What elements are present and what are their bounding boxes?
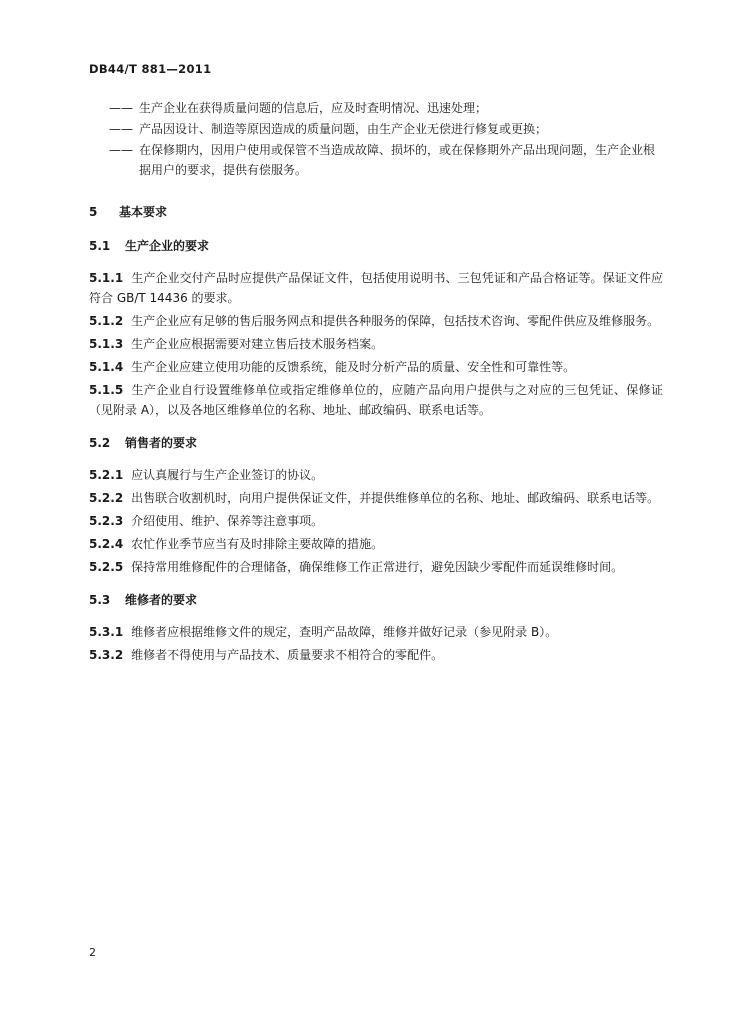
clause-number: 5.1.2 (89, 314, 124, 328)
clause (89, 534, 663, 554)
clause (89, 511, 663, 531)
clause (89, 557, 663, 577)
clause (89, 622, 663, 642)
clause-number: 5.1.4 (89, 360, 124, 374)
clause-number: 5.2.4 (89, 537, 124, 551)
dash-marker: —— (109, 101, 133, 115)
subsection-number: 5.3 (89, 593, 111, 607)
clause-number: 5.3.1 (89, 625, 124, 639)
clause-number: 5.2.1 (89, 468, 124, 482)
subsection-heading (89, 236, 663, 256)
list-item-text: 产品因设计、制造等原因造成的质量问题，由生产企业无偿进行修复或更换； (139, 122, 548, 136)
subsection-title: 生产企业的要求 (125, 239, 210, 253)
subsection-title: 销售者的要求 (125, 436, 198, 450)
clause-number: 5.1.3 (89, 337, 124, 351)
clause-text: 生产企业应根据需要对建立售后技术服务档案。 (131, 337, 384, 351)
clause-text: 生产企业自行设置维修单位或指定维修单位的，应随产品向用户提供与之对应的三包凭证、保修证（见附录 A），以及各地区维修单位的名称、地址、邮政编码、联系电话等。 (89, 383, 663, 417)
clause-text: 保持常用维修配件的合理储备，确保维修工作正常进行，避免因缺少零配件而延误维修时间。 (131, 560, 624, 574)
clause-text: 农忙作业季节应当有及时排除主要故障的措施。 (131, 537, 384, 551)
subsection-heading (89, 433, 663, 453)
section-heading (89, 202, 663, 222)
clause (89, 268, 663, 308)
subsection-title: 维修者的要求 (125, 593, 198, 607)
list-item (89, 119, 663, 139)
page-number: 2 (89, 946, 96, 959)
clause-number: 5.1.5 (89, 383, 124, 397)
clause (89, 380, 663, 420)
clause-number: 5.2.5 (89, 560, 124, 574)
dash-marker: —— (109, 122, 133, 136)
clause-number: 5.2.2 (89, 491, 124, 505)
page-content (89, 98, 663, 668)
clause-text: 出售联合收割机时，向用户提供保证文件，并提供维修单位的名称、地址、邮政编码、联系电话等。 (131, 491, 660, 505)
clause (89, 334, 663, 354)
clause-text: 生产企业交付产品时应提供产品保证文件，包括使用说明书、三包凭证和产品合格证等。保证文件应符合 GB/T 14436 的要求。 (89, 271, 663, 305)
clause-text: 应认真履行与生产企业签订的协议。 (131, 468, 324, 482)
dash-marker: —— (109, 143, 133, 157)
clause-number: 5.2.3 (89, 514, 124, 528)
clause-number: 5.3.2 (89, 648, 124, 662)
clause-text: 生产企业应建立使用功能的反馈系统，能及时分析产品的质量、安全性和可靠性等。 (131, 360, 576, 374)
clause-text: 维修者应根据维修文件的规定，查明产品故障，维修并做好记录（参见附录 B）。 (131, 625, 558, 639)
subsection-number: 5.2 (89, 436, 111, 450)
list-item-text: 在保修期内，因用户使用或保管不当造成故障、损坏的，或在保修期外产品出现问题，生产企业根据用户的要求，提供有偿服务。 (139, 143, 656, 177)
clause (89, 311, 663, 331)
list-item (89, 140, 663, 180)
clause (89, 488, 663, 508)
clause-number: 5.1.1 (89, 271, 124, 285)
list-item (89, 98, 663, 118)
clause (89, 357, 663, 377)
clause-text: 生产企业应有足够的售后服务网点和提供各种服务的保障，包括技术咨询、零配件供应及维修服务。 (131, 314, 660, 328)
list-item-text: 生产企业在获得质量问题的信息后，应及时查明情况、迅速处理； (139, 101, 488, 115)
section-number: 5 (89, 205, 98, 219)
document-id: DB44/T 881—2011 (89, 62, 212, 76)
clause (89, 645, 663, 665)
section-title: 基本要求 (119, 205, 168, 219)
subsection-heading (89, 590, 663, 610)
clause-text: 介绍使用、维护、保养等注意事项。 (131, 514, 324, 528)
subsection-number: 5.1 (89, 239, 111, 253)
clause-text: 维修者不得使用与产品技术、质量要求不相符合的零配件。 (131, 648, 444, 662)
clause (89, 465, 663, 485)
